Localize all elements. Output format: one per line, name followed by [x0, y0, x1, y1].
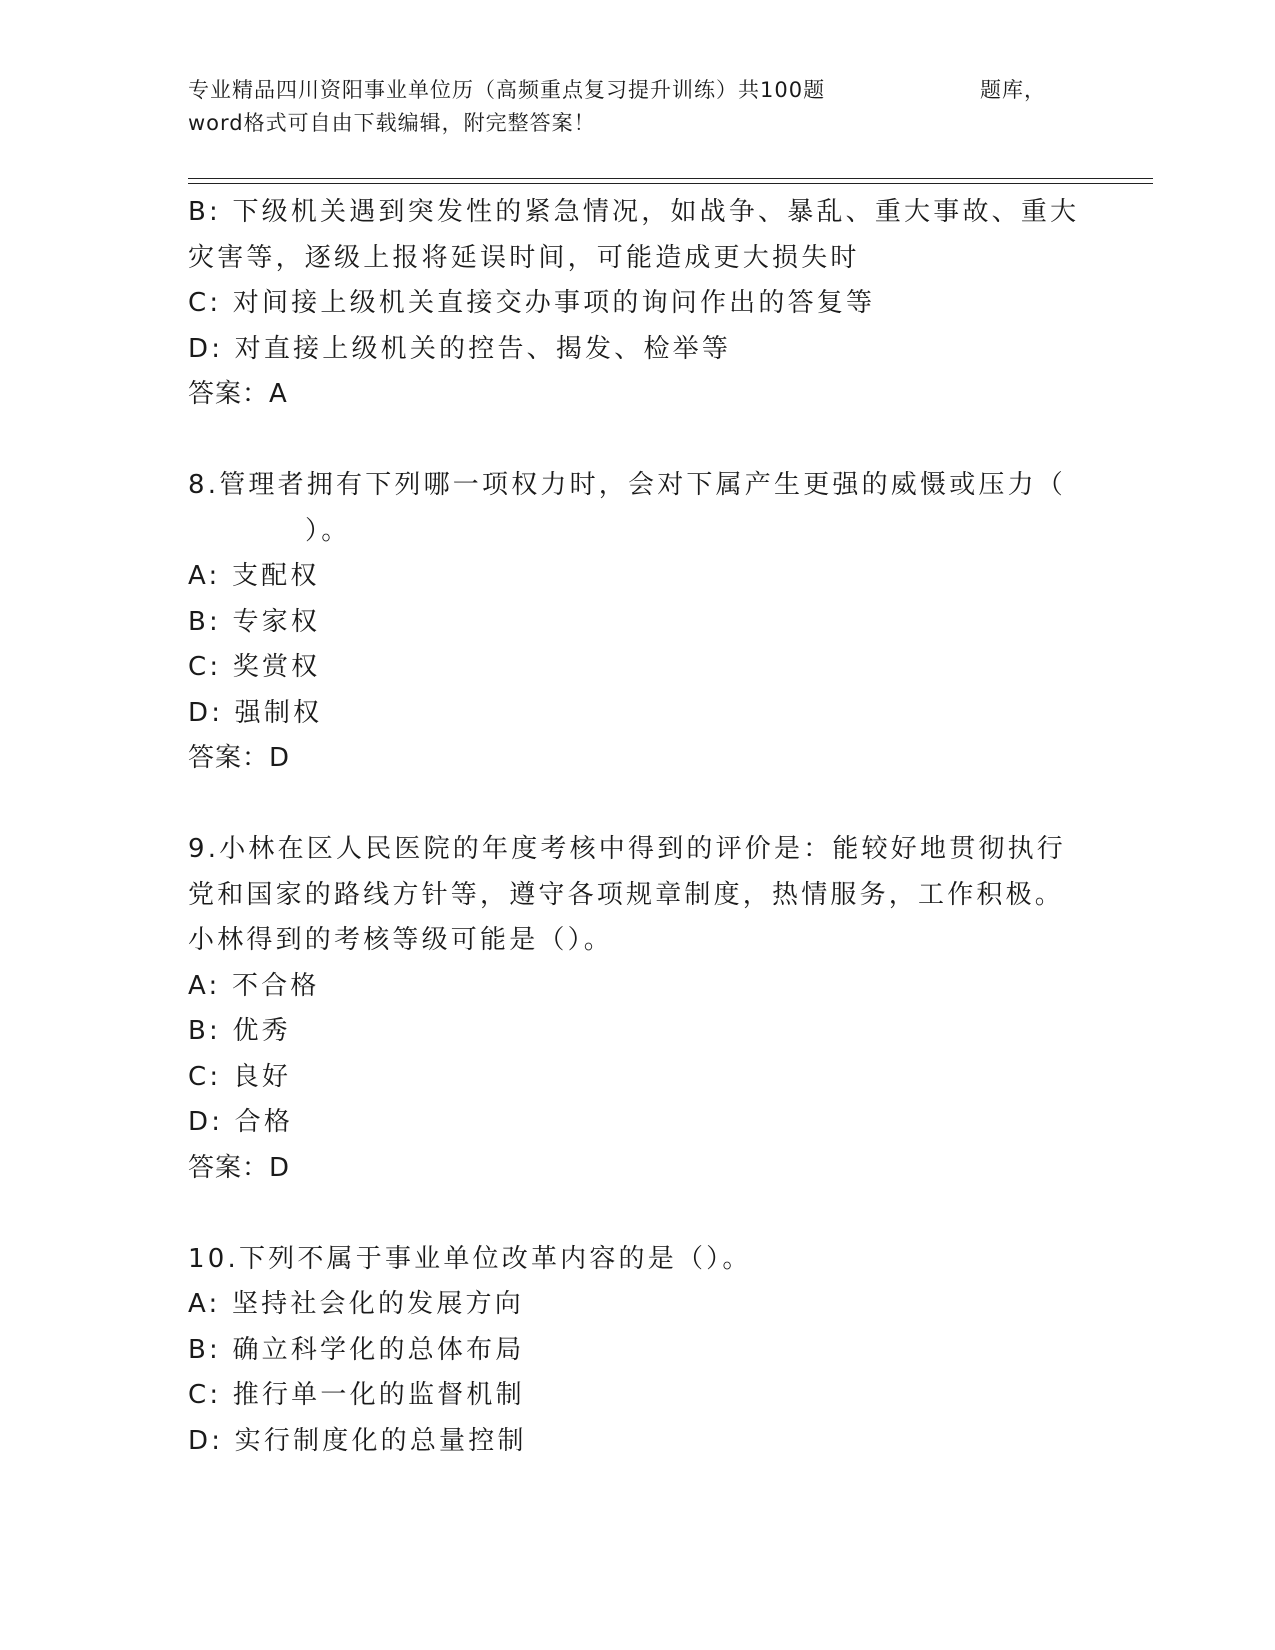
- question-stem: 10.下列不属于事业单位改革内容的是（）。: [188, 1243, 752, 1274]
- header-rule-bottom: [188, 183, 1153, 184]
- header-title-tail: 题库，: [980, 78, 1046, 102]
- spacer: [188, 418, 1088, 464]
- option-a: A: 坚持社会化的发展方向: [188, 1289, 524, 1319]
- question-9: [188, 827, 1088, 1191]
- answer: 答案：D: [188, 743, 291, 773]
- question-stem-continued: ）。: [305, 515, 351, 546]
- option-d: D: 合格: [188, 1107, 294, 1137]
- option-c: C: 良好: [188, 1061, 292, 1092]
- header-title: 专业精品四川资阳事业单位历（高频重点复习提升训练）共100题: [188, 78, 826, 102]
- option-b: B: 优秀: [188, 1016, 291, 1046]
- question-stem-continued: 党和国家的路线方针等，遵守各项规章制度，热情服务，工作积极。: [188, 879, 1065, 910]
- option-d: D: 强制权: [188, 697, 323, 728]
- option-c: C: 对间接上级机关直接交办事项的询问作出的答复等: [188, 288, 876, 318]
- option-c: C: 奖赏权: [188, 652, 321, 682]
- answer: 答案：D: [188, 1152, 291, 1183]
- header-line-2: word格式可自由下载编辑，附完整答案！: [188, 111, 596, 135]
- question-stem: 9.小林在区人民医院的年度考核中得到的评价是：能较好地贯彻执行: [188, 834, 1067, 864]
- answer: 答案：A: [188, 379, 288, 409]
- question-8: [188, 463, 1088, 782]
- header-line-1: [188, 74, 1088, 107]
- option-c: C: 推行单一化的监督机制: [188, 1380, 525, 1410]
- page-header: [188, 74, 1088, 140]
- question-stem-continued: 小林得到的考核等级可能是（）。: [188, 925, 614, 955]
- question-10: [188, 1237, 1088, 1465]
- option-d: D: 对直接上级机关的控告、揭发、检举等: [188, 333, 732, 364]
- question-stem: 8.管理者拥有下列哪一项权力时，会对下属产生更强的威慑或压力（: [188, 470, 1067, 500]
- option-b: B: 确立科学化的总体布局: [188, 1334, 525, 1365]
- option-b: B: 专家权: [188, 606, 321, 637]
- question-content: [188, 190, 1088, 1464]
- option-a: A: 不合格: [188, 970, 320, 1001]
- header-rule-top: [188, 178, 1153, 179]
- question-7-tail: [188, 190, 1088, 418]
- option-b-continued: 灾害等，逐级上报将延误时间，可能造成更大损失时: [188, 242, 860, 273]
- option-a: A: 支配权: [188, 561, 320, 591]
- option-d: D: 实行制度化的总量控制: [188, 1425, 527, 1456]
- spacer: [188, 1191, 1088, 1237]
- option-b: B: 下级机关遇到突发性的紧急情况，如战争、暴乱、重大事故、重大: [188, 197, 1080, 227]
- spacer: [188, 782, 1088, 828]
